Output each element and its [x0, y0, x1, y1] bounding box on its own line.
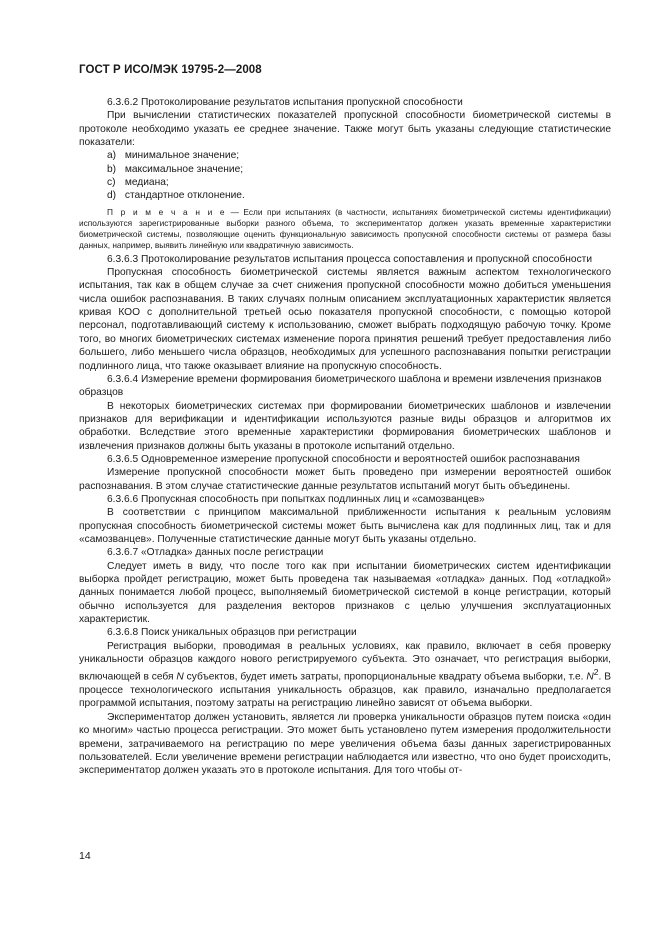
note: [79, 207, 611, 251]
section-heading-6-3-6-4: 6.3.6.4 Измерение времени формирования биометрического шаблона и времени извлечения признаков образцов: [79, 373, 602, 399]
statistics-list: [79, 149, 611, 202]
text-run: . В процессе технологического испытания уникальность образцов, как правило, изначально предполагается программой испытания, поэтому затраты на регистрацию линейно зависят от объема выборки.: [79, 671, 612, 710]
list-item: [79, 176, 611, 189]
list-text: минимальное значение;: [124, 150, 240, 162]
list-letter: d): [107, 190, 117, 202]
paragraph: [79, 640, 611, 711]
superscript: 2: [593, 667, 599, 678]
section-heading-6-3-6-8: 6.3.6.8 Поиск уникальных образцов при регистрации: [107, 627, 357, 639]
paragraph: Экспериментатор должен установить, является ли проверка уникальности образцов путем поиска «один ко многим» частью процесса регистрации. Это может быть установлено путем измерения продолжительности времени, затрачиваемого на регистрацию по мере увеличения объема базы данных зарегистрированных пользователей. Если увеличение времени регистрации наблюдается или известно, что оно будет происходить, экспериментатор должен указать это в протоколе испытания. Для того чтобы от-: [79, 711, 611, 777]
list-letter: c): [107, 177, 116, 189]
paragraph: Измерение пропускной способности может быть проведено при измерении вероятностей ошибок распознавания. В этом случае статистические данные результатов испытаний могут быть объединены.: [79, 467, 611, 492]
list-text: максимальное значение;: [124, 163, 244, 175]
math-variable: N: [586, 671, 594, 683]
paragraph: При вычислении статистических показателей пропускной способности биометрической системы в протоколе необходимо указать ее среднее значение. Также могут быть указаны следующие статистические показатели:: [79, 110, 611, 149]
document-body: [79, 96, 611, 778]
paragraph: В соответствии с принципом максимальной приближенности испытания к реальным условиям пропускная способность биометрической системы может быть вычислена как для подлинных лиц, так и для «самозванцев». Полученные статистические данные могут быть указаны отдельно.: [79, 507, 611, 545]
text-run: субъектов, будет иметь затраты, пропорциональные квадрату объема выборки, т.е.: [183, 671, 587, 683]
list-letter: b): [107, 163, 117, 175]
section-heading-6-3-6-6: 6.3.6.6 Пропускная способность при попытках подлинных лиц и «самозванцев»: [107, 493, 485, 505]
note-label: П р и м е ч а н и е: [107, 206, 227, 217]
page-number: 14: [79, 850, 91, 862]
page-header: ГОСТ Р ИСО/МЭК 19795-2—2008: [79, 64, 262, 76]
list-letter: a): [107, 150, 117, 162]
math-variable: N: [176, 671, 184, 683]
section-heading-6-3-6-2: 6.3.6.2 Протоколирование результатов испытания пропускной способности: [107, 97, 463, 108]
list-item: [79, 149, 611, 162]
list-text: стандартное отклонение.: [124, 190, 245, 202]
note-text: — Если при испытаниях (в частности, испытаниях биометрической системы идентификации) используются зарегистрированные выборки разного объема, то экспериментатор должен указать временные характеристики биометрической системы, позволяющие оценить функциональную зависимость пропускной способности системы от размера базы данных, например, выявить линейную или квадратичную зависимость.: [79, 206, 611, 250]
list-text: медиана;: [124, 177, 169, 189]
list-item: [79, 163, 611, 176]
text-run: Регистрация выборки, проводимая в реальных условиях, как правило, включает в себя проверку уникальности образцов каждого нового регистрируемого субъекта. Это означает, что регистрация выборки, включающей в себя: [79, 640, 611, 683]
list-item: [79, 189, 611, 202]
paragraph: В некоторых биометрических системах при формировании биометрических шаблонов и извлечении признаков для верификации и идентификации используются разные виды образцов и алгоритмов их обработки. Вследствие этого временные характеристики формирования биометрических шаблонов и извлечения признаков должны быть указаны в протоколе испытаний отдельно.: [79, 400, 611, 452]
section-heading-6-3-6-7: 6.3.6.7 «Отладка» данных после регистрации: [107, 547, 324, 559]
section-heading-6-3-6-5: 6.3.6.5 Одновременное измерение пропускной способности и вероятностей ошибок распознавания: [107, 453, 580, 465]
section-heading-6-3-6-3: 6.3.6.3 Протоколирование результатов испытания процесса сопоставления и пропускной способности: [107, 253, 593, 265]
paragraph: Следует иметь в виду, что после того как при испытании биометрических систем идентификации выборка пройдет регистрацию, может быть проведена так называемая «отладка» данных. Под «отладкой» данных понимается любой процесс, выполняемый биометрической системой в конце регистрации, который обычно используется для разделения векторов признаков с целью улучшения эксплуатационных характеристик.: [79, 560, 611, 626]
paragraph: Пропускная способность биометрической системы является важным аспектом технологического испытания, так как в общем случае за счет снижения пропускной способности можно добиться уменьшения числа ошибок распознавания. В таких случаях полным описанием эксплуатационных характеристик является кривая КОО с дополнительной третьей осью показателя пропускной способности, с помощью которой персонал, подготавливающий систему к использованию, сможет выбрать подходящую рабочую точку. Кроме того, во многих биометрических системах изменение порога принятия решений требует предоставления либо большего, либо меньшего числа образцов, необходимых для успешного распознавания попытки регистрации подлинного лица, что также оказывает влияние на пропускную способность.: [79, 267, 611, 372]
